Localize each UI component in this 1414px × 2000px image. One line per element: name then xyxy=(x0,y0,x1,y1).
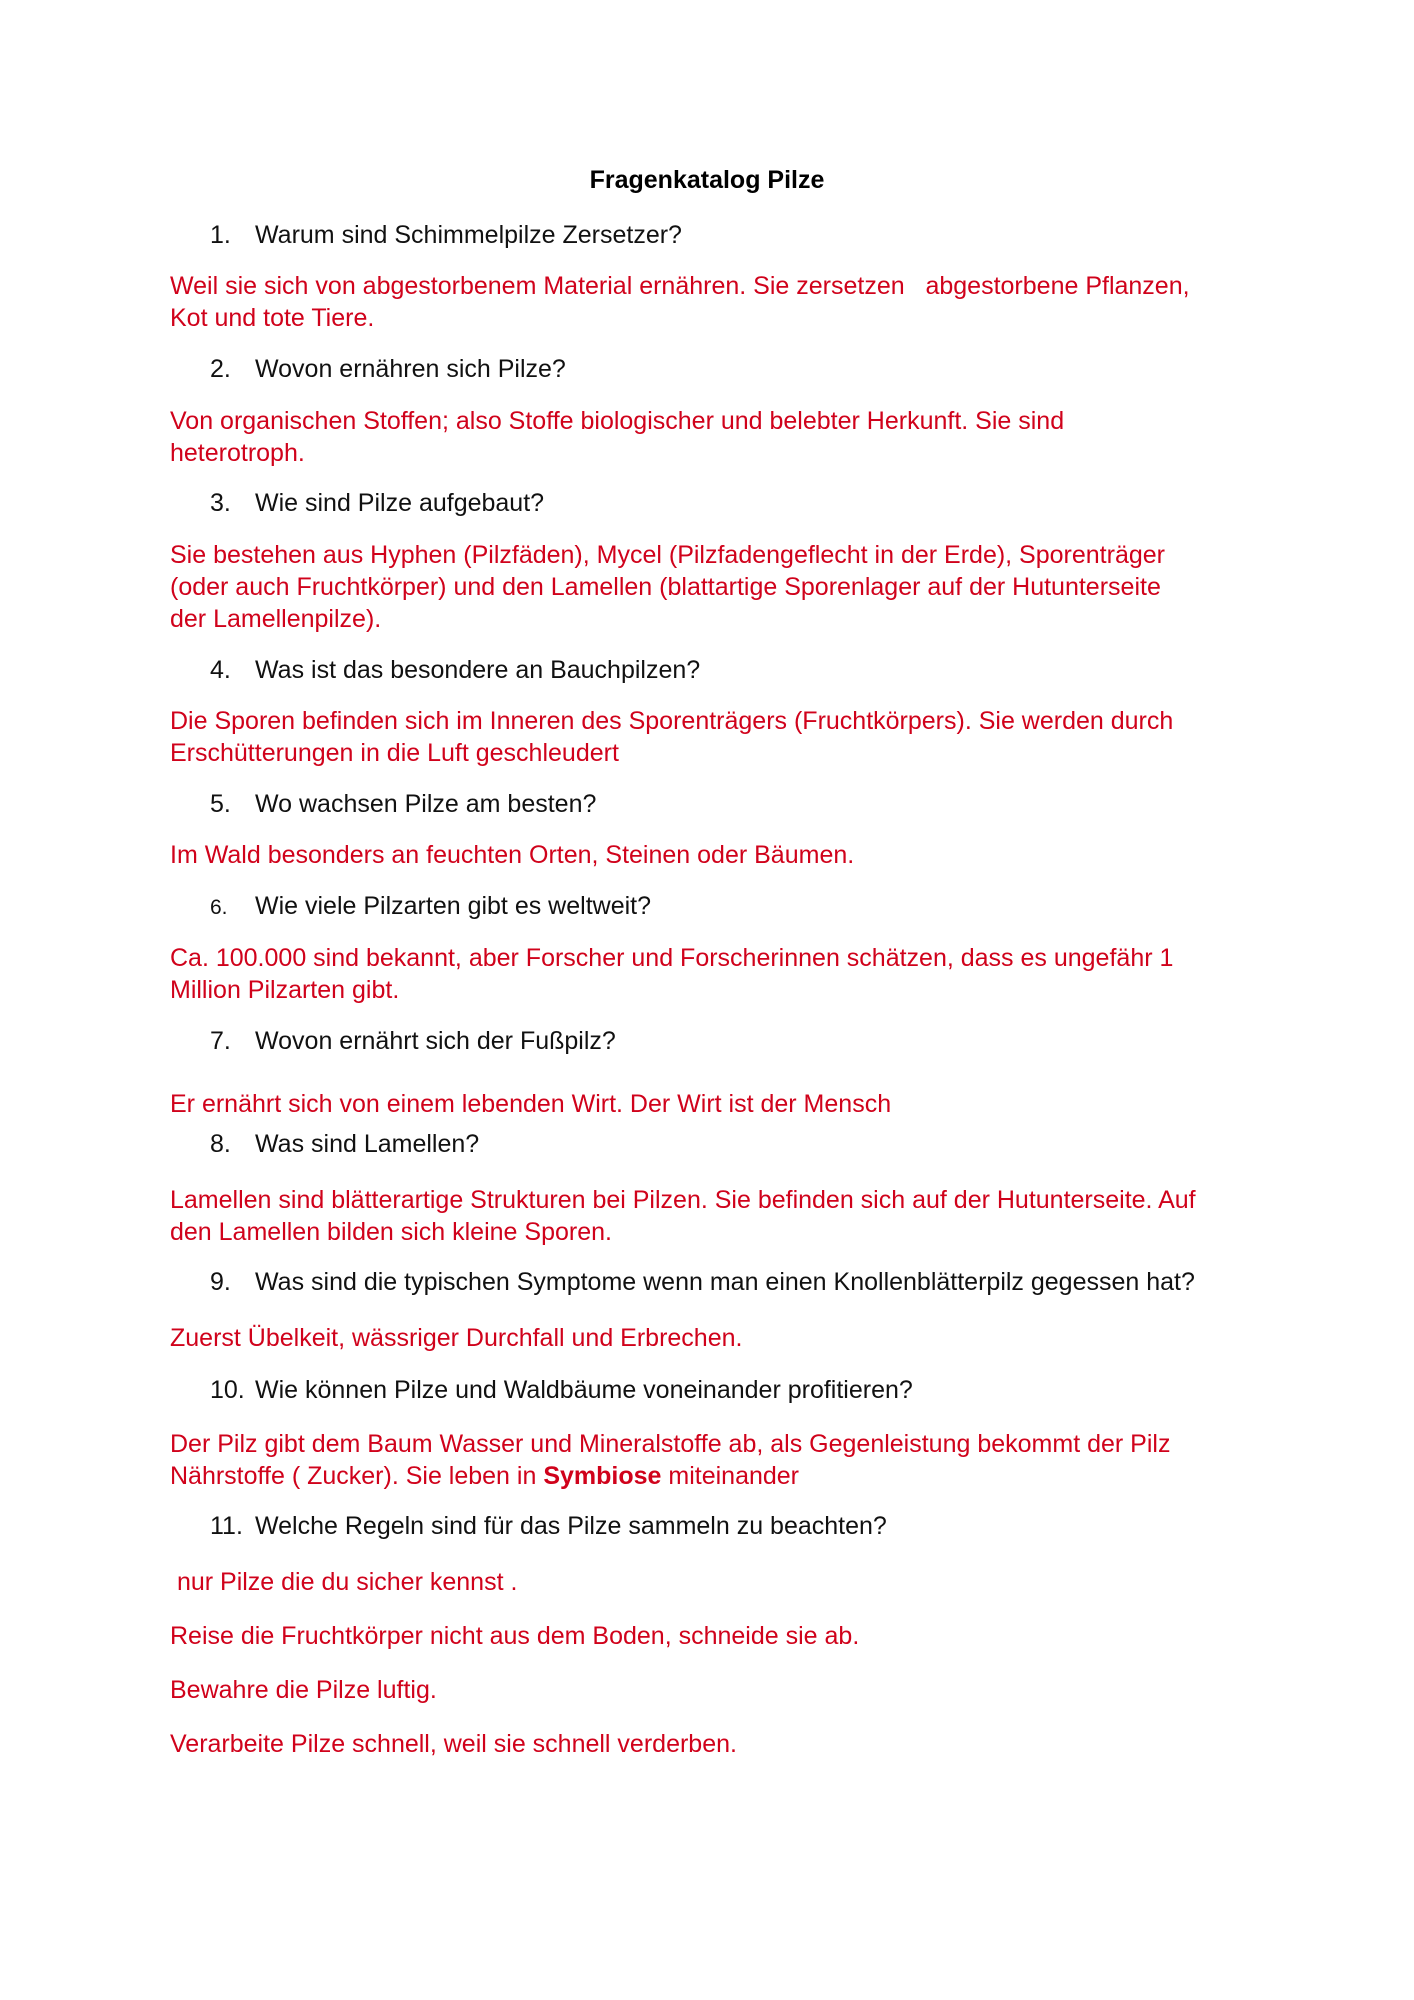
answer-line: Ca. 100.000 sind bekannt, aber Forscher und Forscherinnen schätzen, dass es ungefähr 1 xyxy=(170,944,1174,972)
question-number: 6. xyxy=(210,896,228,919)
question-text: Wo wachsen Pilze am besten? xyxy=(255,790,597,818)
answer-line: (oder auch Fruchtkörper) und den Lamellen (blattartige Sporenlager auf der Hutunterseite xyxy=(170,573,1161,601)
question-number: 1. xyxy=(210,221,231,249)
answer-line: Erschütterungen in die Luft geschleudert xyxy=(170,739,619,767)
document-title: Fragenkatalog Pilze xyxy=(589,166,825,194)
answer-line xyxy=(170,1460,1270,1492)
question-3 xyxy=(210,489,544,518)
answer-line: Kot und tote Tiere. xyxy=(170,304,375,332)
question-1 xyxy=(210,221,682,250)
answer-4 xyxy=(170,705,1270,769)
question-10 xyxy=(210,1376,913,1405)
question-8 xyxy=(210,1130,479,1159)
question-text: Was ist das besondere an Bauchpilzen? xyxy=(255,656,701,684)
question-number: 3. xyxy=(210,489,231,517)
answer-line: Zuerst Übelkeit, wässriger Durchfall und Erbrechen. xyxy=(170,1324,743,1352)
answer-text: miteinander xyxy=(661,1462,800,1490)
answer-line: nur Pilze die du sicher kennst . xyxy=(170,1568,518,1596)
question-number: 10. xyxy=(210,1376,245,1404)
question-text: Wie sind Pilze aufgebaut? xyxy=(255,489,545,517)
question-5 xyxy=(210,790,596,819)
answer-9 xyxy=(170,1322,1270,1354)
question-2 xyxy=(210,355,566,384)
answer-line: Reise die Fruchtkörper nicht aus dem Boden, schneide sie ab. xyxy=(170,1622,860,1650)
question-11 xyxy=(210,1512,887,1541)
answer-text: Nährstoffe ( Zucker). Sie leben in xyxy=(170,1462,544,1490)
question-text: Wie können Pilze und Waldbäume voneinander profitieren? xyxy=(255,1376,913,1404)
answer-5 xyxy=(170,839,1270,871)
answer-11-rule-3 xyxy=(170,1674,1270,1706)
question-6 xyxy=(210,892,651,921)
answer-11-rule-4 xyxy=(170,1728,1270,1760)
question-number: 11. xyxy=(210,1512,243,1540)
answer-line: Weil sie sich von abgestorbenem Material ernähren. Sie zersetzen abgestorbene Pflanzen, xyxy=(170,272,1190,300)
answer-line: Lamellen sind blätterartige Strukturen bei Pilzen. Sie befinden sich auf der Hutunterseite. Auf xyxy=(170,1186,1196,1214)
question-text: Warum sind Schimmelpilze Zersetzer? xyxy=(255,221,682,249)
answer-7 xyxy=(170,1088,1270,1120)
answer-line: Bewahre die Pilze luftig. xyxy=(170,1676,437,1704)
answer-3 xyxy=(170,539,1270,635)
answer-2 xyxy=(170,405,1270,469)
question-text: Was sind Lamellen? xyxy=(255,1130,480,1158)
answer-line: Der Pilz gibt dem Baum Wasser und Mineralstoffe ab, als Gegenleistung bekommt der Pilz xyxy=(170,1430,1171,1458)
answer-line: Im Wald besonders an feuchten Orten, Steinen oder Bäumen. xyxy=(170,841,855,869)
question-number: 7. xyxy=(210,1027,231,1055)
answer-line: Er ernährt sich von einem lebenden Wirt. Der Wirt ist der Mensch xyxy=(170,1090,892,1118)
question-7 xyxy=(210,1027,616,1056)
answer-line: Die Sporen befinden sich im Inneren des Sporenträgers (Fruchtkörpers). Sie werden durch xyxy=(170,707,1174,735)
answer-line: Sie bestehen aus Hyphen (Pilzfäden), Mycel (Pilzfadengeflecht in der Erde), Sporenträger xyxy=(170,541,1165,569)
answer-line: heterotroph. xyxy=(170,439,305,467)
answer-line: den Lamellen bilden sich kleine Sporen. xyxy=(170,1218,612,1246)
question-number: 8. xyxy=(210,1130,231,1158)
question-number: 4. xyxy=(210,656,231,684)
question-text: Wovon ernähren sich Pilze? xyxy=(255,355,566,383)
answer-line: Von organischen Stoffen; also Stoffe biologischer und belebter Herkunft. Sie sind xyxy=(170,407,1065,435)
answer-6 xyxy=(170,942,1270,1006)
answer-11-rule-1 xyxy=(170,1566,1270,1598)
question-4 xyxy=(210,656,700,685)
answer-10 xyxy=(170,1428,1270,1492)
question-text: Wovon ernährt sich der Fußpilz? xyxy=(255,1027,616,1055)
question-number: 5. xyxy=(210,790,231,818)
question-number: 9. xyxy=(210,1268,231,1296)
answer-11-rule-2 xyxy=(170,1620,1270,1652)
question-9 xyxy=(210,1268,1195,1297)
answer-line: der Lamellenpilze). xyxy=(170,605,382,633)
question-text: Welche Regeln sind für das Pilze sammeln zu beachten? xyxy=(255,1512,887,1540)
question-text: Wie viele Pilzarten gibt es weltweit? xyxy=(255,892,651,920)
answer-line: Verarbeite Pilze schnell, weil sie schnell verderben. xyxy=(170,1730,737,1758)
question-text: Was sind die typischen Symptome wenn man einen Knollenblätterpilz gegessen hat? xyxy=(255,1268,1195,1296)
answer-1 xyxy=(170,270,1270,334)
question-number: 2. xyxy=(210,355,231,383)
answer-emphasis: Symbiose xyxy=(543,1462,662,1490)
answer-line: Million Pilzarten gibt. xyxy=(170,976,400,1004)
answer-8 xyxy=(170,1184,1270,1248)
